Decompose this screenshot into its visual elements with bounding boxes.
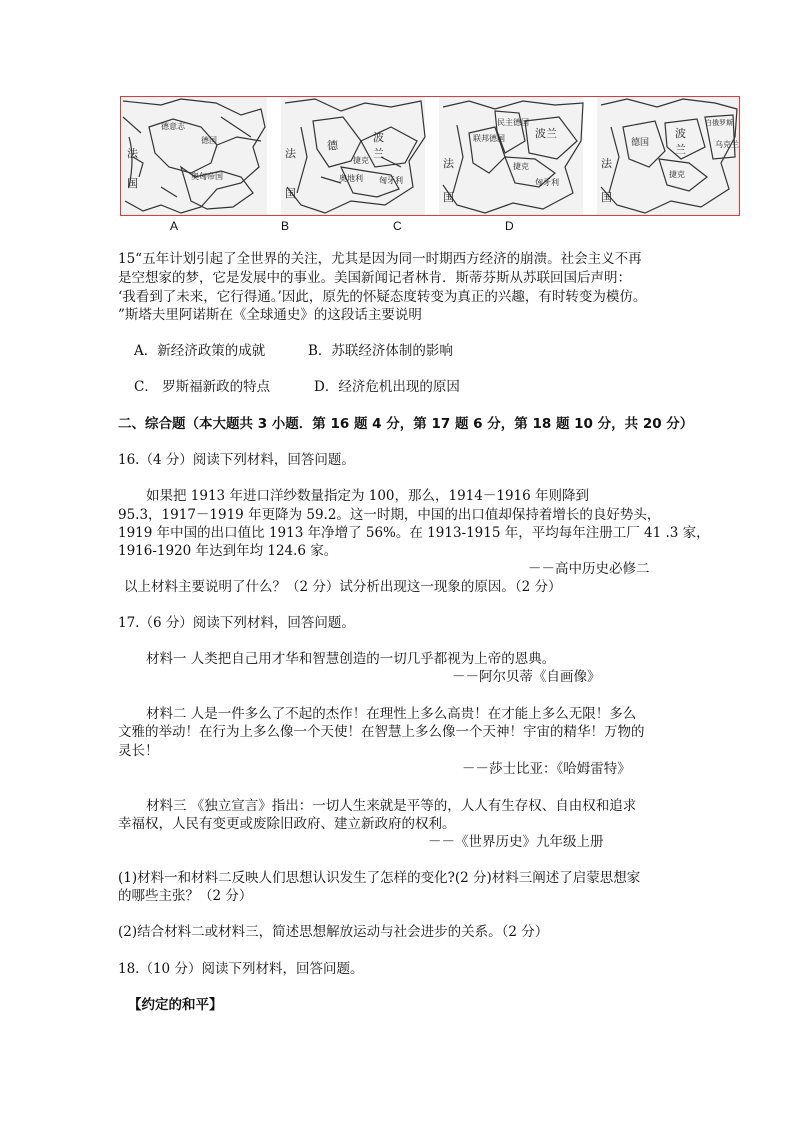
q16-material-line-3: 1919 年中国的出口值比 1913 年净增了 56%。在 1913-1915 年，平均每年注册工厂 41 .3 家， bbox=[118, 525, 710, 541]
map-a-label-3: 奥匈帝国 bbox=[191, 172, 223, 181]
q16-question: 以上材料主要说明了什么？（2 分）试分析出现这一现象的原因。（2 分） bbox=[124, 579, 562, 595]
maps-svg bbox=[121, 97, 739, 215]
map-b-label-7: 匈牙利 bbox=[379, 176, 403, 185]
q18-intro: 18.（10 分）阅读下列材料，回答问题。 bbox=[118, 961, 364, 977]
q17-material-2-source: －－莎士比亚：《哈姆雷特》 bbox=[462, 761, 631, 777]
map-label-d: D bbox=[505, 219, 514, 233]
map-b-label-4: 法 bbox=[285, 147, 296, 160]
q17-question-1-line-1: (1)材料一和材料二反映人们思想认识发生了怎样的变化?(2 分)材料三阐述了启蒙思想家 bbox=[118, 870, 641, 886]
q17-question-1-line-2: 的哪些主张？（2 分） bbox=[118, 888, 253, 904]
q17-material-2-line-3: 灵长！ bbox=[118, 743, 159, 759]
map-label-c: C bbox=[393, 219, 402, 233]
q15-option-d: D．经济危机出现的原因 bbox=[314, 379, 460, 395]
q15-line-3: ‘我看到了未来，它行得通。’因此，原先的怀疑态度转变为真正的兴趣，有时转变为模仿。 bbox=[118, 289, 647, 305]
map-a-label-4: 法 bbox=[127, 147, 138, 160]
map-a-label-1: 德意志 bbox=[161, 122, 185, 131]
q17-material-3-source: －－《世界历史》九年级上册 bbox=[428, 834, 604, 850]
map-d-label-3: 兰 bbox=[675, 143, 686, 156]
map-d-label-4: 白俄罗斯 bbox=[705, 119, 733, 127]
q15-line-4: ”斯塔夫里阿诺斯在《全球通史》的这段话主要说明 bbox=[118, 307, 422, 323]
map-separator bbox=[267, 97, 281, 215]
map-b-label-5: 国 bbox=[285, 187, 296, 200]
europe-maps-figure bbox=[120, 96, 740, 216]
map-b-label-2: 波 bbox=[373, 131, 384, 144]
map-c-label-6: 法 bbox=[443, 157, 454, 170]
map-b-label-3: 兰 bbox=[373, 147, 384, 160]
map-c-label-3: 波兰 bbox=[535, 127, 557, 140]
q16-source: －－高中历史必修二 bbox=[528, 561, 650, 577]
q16-intro: 16.（4 分）阅读下列材料，回答问题。 bbox=[118, 452, 355, 468]
q17-material-1-source: －－阿尔贝蒂《自画像》 bbox=[452, 669, 601, 685]
q17-material-2-line-1: 材料二 人是一件多么了不起的杰作！在理性上多么高贵！在才能上多么无限！多么 bbox=[146, 706, 637, 722]
q17-material-2-line-2: 文雅的举动！在行为上多么像一个天使！在智慧上多么像一个天神！宇宙的精华！万物的 bbox=[118, 724, 645, 740]
map-d-label-2: 波 bbox=[675, 127, 686, 140]
map-b-label-8: 奥地利 bbox=[339, 174, 363, 183]
q15-option-b: B．苏联经济体制的影响 bbox=[308, 343, 453, 359]
map-d-label-8: 国 bbox=[601, 191, 612, 204]
map-d-label-6: 捷克 bbox=[669, 170, 685, 179]
q16-material-line-4: 1916-1920 年达到年均 124.6 家。 bbox=[118, 543, 338, 559]
q15-option-a: A．新经济政策的成就 bbox=[134, 343, 266, 359]
q15-option-c: C． 罗斯福新政的特点 bbox=[134, 379, 271, 395]
q17-material-3-line-1: 材料三 《独立宣言》指出：一切人生来就是平等的，人人有生存权、自由权和追求 bbox=[146, 798, 637, 814]
map-c-label-5: 匈牙利 bbox=[535, 178, 559, 187]
map-c-label-4: 捷克 bbox=[513, 162, 529, 171]
q16-material-line-2: 95.3，1917－1919 年更降为 59.2。这一时期，中国的出口值却保持着增长的良好势头， bbox=[118, 507, 661, 523]
map-label-a: A bbox=[170, 219, 179, 233]
q15-line-2: 是空想家的梦，它是发展中的事业。美国新闻记者林肯．斯蒂芬斯从苏联回国后声明： bbox=[118, 270, 631, 286]
map-b-label-1: 德 bbox=[327, 139, 338, 152]
q17-material-1: 材料一 人类把自己用才华和智慧创造的一切几乎都视为上帝的恩典。 bbox=[146, 651, 556, 667]
map-c-label-1: 联邦德国 bbox=[473, 134, 505, 143]
q16-material-line-1: 如果把 1913 年进口洋纱数量指定为 100，那么，1914－1916 年则降到 bbox=[146, 488, 590, 504]
map-a-label-2: 德国 bbox=[201, 136, 217, 145]
section-2-heading: 二、综合题（本大题共 3 小题．第 16 题 4 分，第 17 题 6 分，第 18 题 10 分，共 20 分） bbox=[118, 416, 694, 432]
map-label-b: B bbox=[281, 219, 290, 233]
map-separator bbox=[583, 97, 597, 215]
map-separator bbox=[425, 97, 439, 215]
q17-material-3-line-2: 幸福权，人民有变更或废除旧政府、建立新政府的权利。 bbox=[118, 816, 456, 832]
map-d-label-7: 法 bbox=[601, 157, 612, 170]
q17-intro: 17.（6 分）阅读下列材料，回答问题。 bbox=[118, 615, 355, 631]
map-c-label-2: 民主德国 bbox=[497, 118, 529, 127]
map-b-label-6: 捷克 bbox=[353, 156, 369, 165]
q15-line-1: 15“五年计划引起了全世界的关注，尤其是因为同一时期西方经济的崩溃。社会主义不再 bbox=[118, 251, 642, 267]
map-c-label-7: 国 bbox=[443, 191, 454, 204]
map-a-label-5: 国 bbox=[127, 177, 138, 190]
map-d-label-1: 德国 bbox=[631, 138, 650, 148]
q18-subheading: 【约定的和平】 bbox=[128, 997, 223, 1013]
map-d-label-5: 乌克兰 bbox=[715, 140, 739, 149]
q17-question-2: (2)结合材料二或材料三，简述思想解放运动与社会进步的关系。（2 分） bbox=[118, 924, 549, 940]
